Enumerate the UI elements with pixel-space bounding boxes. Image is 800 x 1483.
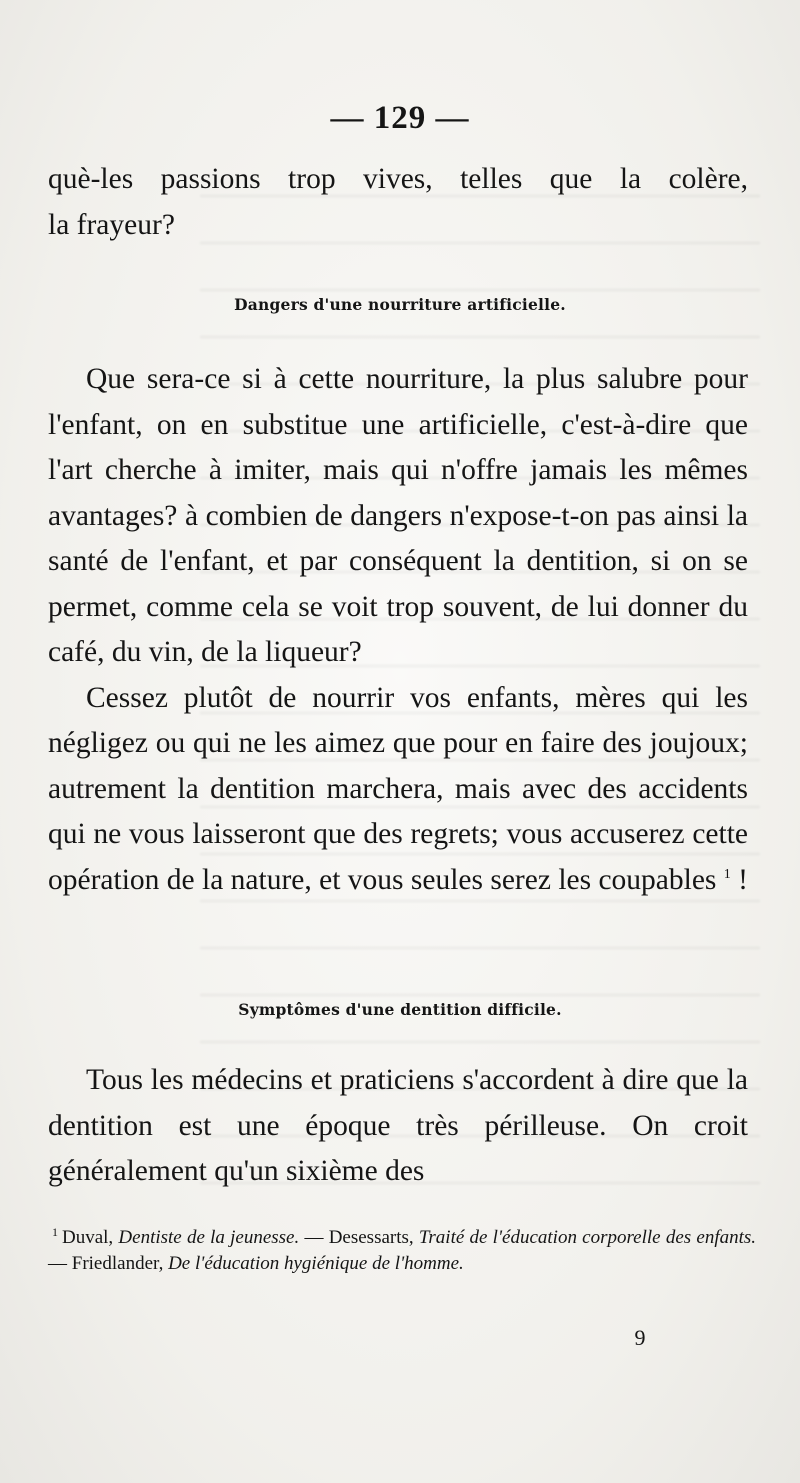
section-heading-dangers: Dangers d'une nourriture artificielle. bbox=[234, 295, 566, 314]
footnote-author: Duval, bbox=[62, 1227, 114, 1248]
continued-text bbox=[48, 157, 748, 248]
section-heading-symptomes: Symptômes d'une dentition difficile. bbox=[238, 1000, 562, 1019]
paragraph: Tous les médecins et praticiens s'accordent à dire que la dentition est une époque très périlleuse. On croit généralement qu'un sixième des bbox=[48, 1064, 748, 1187]
signature-mark: 9 bbox=[634, 1325, 646, 1350]
footnote-title: Dentiste de la jeunesse. bbox=[118, 1227, 300, 1248]
footnote-separator: — Friedlander, bbox=[48, 1253, 164, 1274]
paragraph-text: Cessez plutôt de nourrir vos enfants, mères qui les négligez ou qui ne les aimez que pour en faire des joujoux; autrement la dentition marchera, mais avec des accidents qui ne vous laisseront que des regrets; vous accuserez cette opération de la nature, et vous seules serez les coupables bbox=[48, 681, 748, 896]
paragraph: Que sera-ce si à cette nourriture, la plus salubre pour l'enfant, on en substitue une artificielle, c'est-à-dire que l'art cherche à imiter, mais qui n'offre jamais les mêmes avantages? à combien de dangers n'expose-t-on pas ainsi la santé de l'enfant, et par conséquent la dentition, si on se permet, comme cela se voit trop souvent, de lui donner du café, du vin, de la liqueur? bbox=[48, 363, 748, 668]
section-dangers-body bbox=[48, 357, 748, 903]
footnotes bbox=[48, 1225, 756, 1277]
footnote-title: De l'éducation hygiénique de l'homme. bbox=[168, 1253, 464, 1274]
page-number-header: — 129 — bbox=[330, 100, 470, 136]
footnote-mark: 1 bbox=[52, 1224, 58, 1239]
section-symptomes-body bbox=[48, 1058, 748, 1195]
footnote-title: Traité de l'éducation corporelle des enfants. bbox=[418, 1227, 757, 1248]
text-line: què-les passions trop vives, telles que la colère, bbox=[48, 163, 748, 195]
paragraph-tail: ! bbox=[730, 863, 748, 896]
footnote-separator: — Desessarts, bbox=[299, 1227, 414, 1248]
text-line: la frayeur? bbox=[48, 208, 175, 241]
footnote-reference[interactable]: 1 bbox=[723, 866, 731, 882]
paragraph bbox=[48, 676, 748, 904]
